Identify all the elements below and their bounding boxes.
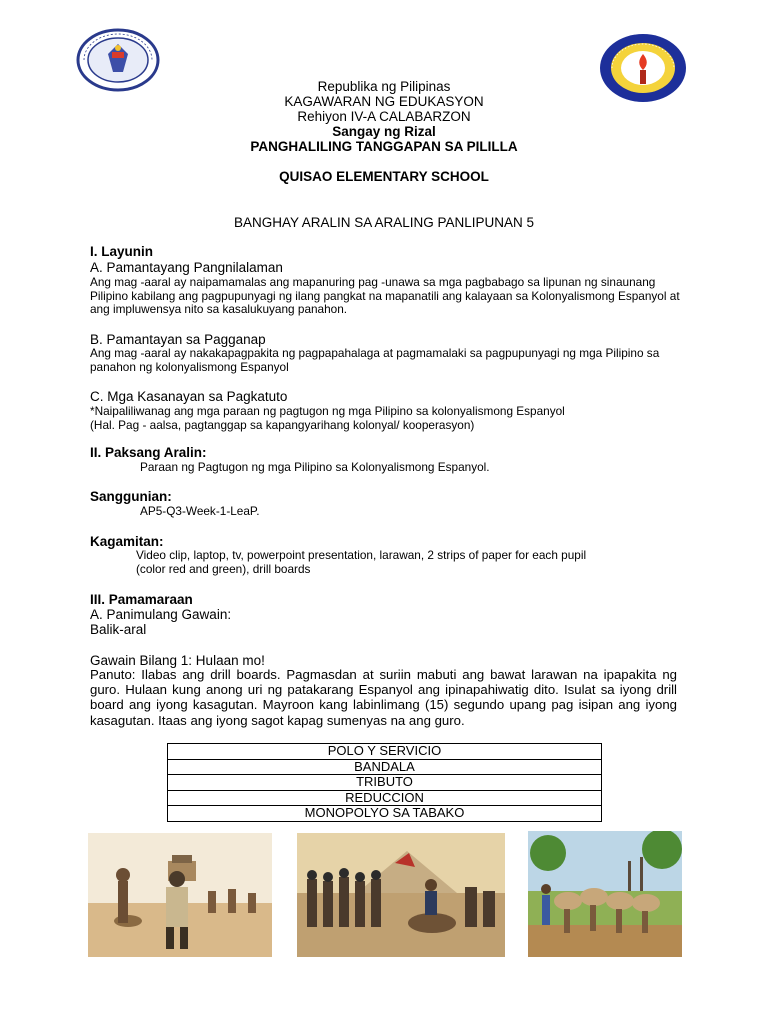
balik-aral-label: Balik-aral <box>90 622 147 637</box>
header-sangay: Sangay ng Rizal <box>332 124 436 139</box>
spanish-soldiers-illustration <box>297 833 505 957</box>
pamantayan-pagganap-body: Ang mag -aaral ay nakakapagpakita ng pagpapahalaga at pagmamalaki sa pagpupunyagi ng mga Pilipino sa panahon ng kolonyalismong Espanyol <box>90 346 660 374</box>
kagamitan-heading: Kagamitan: <box>90 534 164 549</box>
choice-cell: TRIBUTO <box>168 775 602 791</box>
kagamitan-line2: (color red and green), drill boards <box>136 562 311 576</box>
pamantayang-pangnilalaman-title: A. Pamantayang Pangnilalaman <box>90 260 283 275</box>
paksang-aralin-body: Paraan ng Pagtugon ng mga Pilipino sa Kolonyalismong Espanyol. <box>140 460 490 474</box>
farmers-carrying-sacks-illustration <box>528 831 682 957</box>
pamamaraan-heading: III. Pamamaraan <box>90 592 193 607</box>
table-row <box>168 759 602 775</box>
header-kagawaran: KAGAWARAN NG EDUKASYON <box>284 94 484 109</box>
choice-cell: REDUCCION <box>168 790 602 806</box>
kagamitan-line1: Video clip, laptop, tv, powerpoint presentation, larawan, 2 strips of paper for each pupil <box>136 548 587 562</box>
table-row <box>168 806 602 822</box>
choice-cell: MONOPOLYO SA TABAKO <box>168 806 602 822</box>
header-tanggapan: PANGHALILING TANGGAPAN SA PILILLA <box>250 139 518 154</box>
pamantayan-pagganap-title: B. Pamantayan sa Pagganap <box>90 332 266 347</box>
gawain-title: Gawain Bilang 1: Hulaan mo! <box>90 653 265 668</box>
document-title: BANGHAY ARALIN SA ARALING PANLIPUNAN 5 <box>233 215 535 230</box>
paksang-aralin-heading: II. Paksang Aralin: <box>90 445 207 460</box>
table-row <box>168 744 602 760</box>
answer-choices-table <box>167 743 602 822</box>
pamantayang-pangnilalaman-body: Ang mag -aaral ay naipamamalas ang mapanuring pag -unawa sa mga pagbabago sa lipunan ng sinaunang Pilipino kabilang ang pagpupunyagi ng ilang pangkat na mapanatili ang kalayaan sa Kolonyalismong Espanyol at ang impluwensya nito sa kasalukuyang panahon. <box>90 275 680 316</box>
panuto-paragraph: Panuto: Ilabas ang drill boards. Pagmasdan at suriin mabuti ang bawat larawan na ipapakita ng guro. Hulaan kung anong uri ng patakarang Espanyol ang ipinapahiwatig dito. Isulat sa iyong drill board ang iyong kasagutan. Mayroon kang labinlimang (15) segundo upang pag isipan ang iyong kasagutan. Itaas ang iyong sagot kapag sumenyas na ang guro. <box>90 667 677 728</box>
header-rehiyon: Rehiyon IV-A CALABARZON <box>297 109 471 124</box>
school-name: QUISAO ELEMENTARY SCHOOL <box>279 169 489 184</box>
sanggunian-body: AP5-Q3-Week-1-LeaP. <box>140 504 260 518</box>
panimulang-gawain-title: A. Panimulang Gawain: <box>90 607 232 622</box>
kasanayan-title: C. Mga Kasanayan sa Pagkatuto <box>90 389 288 404</box>
kasanayan-line1: *Naipaliliwanag ang mga paraan ng pagtugon ng mga Pilipino sa kolonyalismong Espanyol <box>90 404 565 418</box>
header-republika: Republika ng Pilipinas <box>317 79 451 94</box>
choice-cell: BANDALA <box>168 759 602 775</box>
sanggunian-heading: Sanggunian: <box>90 489 172 504</box>
forced-labor-illustration <box>88 833 272 957</box>
table-row <box>168 775 602 791</box>
table-row <box>168 790 602 806</box>
section-layunin-heading: I. Layunin <box>90 244 154 259</box>
choice-cell: POLO Y SERVICIO <box>168 744 602 760</box>
kasanayan-line2: (Hal. Pag - aalsa, pagtanggap sa kapangyarihang kolonyal/ kooperasyon) <box>90 418 475 432</box>
